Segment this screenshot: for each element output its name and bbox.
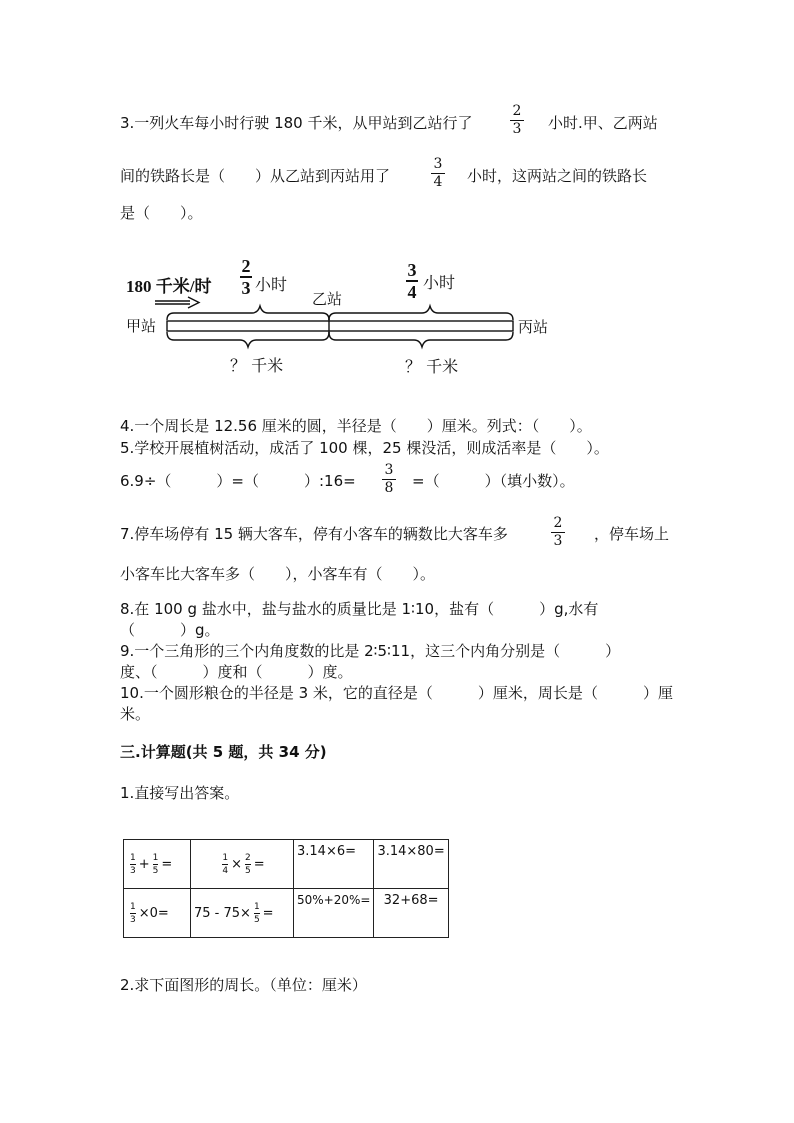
calc-q1-text: 1.直接写出答案。 bbox=[120, 784, 240, 802]
q7-fraction bbox=[549, 516, 567, 549]
cell-head: 75 - 75× bbox=[194, 905, 251, 921]
q6-text-b: =（ ）（填小数）。 bbox=[412, 472, 575, 490]
table-cell: 50%+20%= bbox=[294, 889, 374, 938]
fraction-denominator: 4 bbox=[433, 174, 443, 190]
cell-tail: ×0= bbox=[138, 905, 169, 921]
fraction bbox=[130, 853, 136, 876]
calc-table bbox=[123, 839, 449, 938]
fraction-denominator: 5 bbox=[152, 865, 159, 876]
fraction bbox=[254, 902, 260, 925]
fraction-numerator: 1 bbox=[152, 852, 159, 863]
fraction-numerator: 3 bbox=[433, 156, 443, 172]
calc-q2-text: 2.求下面图形的周长。（单位：厘米） bbox=[120, 976, 367, 994]
fraction bbox=[130, 902, 136, 925]
q7-line1-text-b: ，停车场上 bbox=[594, 525, 670, 543]
q3-line2-text-a: 间的铁路长是（ ）从乙站到丙站用了 bbox=[120, 167, 391, 185]
fraction-numerator: 2 bbox=[241, 256, 251, 276]
fraction-numerator: 3 bbox=[407, 260, 417, 280]
q4-text: 4.一个周长是 12.56 厘米的圆，半径是（ ）厘米。列式：（ ）。 bbox=[120, 417, 592, 435]
q6-fraction bbox=[380, 463, 398, 496]
segment1-time-unit: 小时 bbox=[255, 275, 288, 294]
q10-line2-text: 米。 bbox=[120, 705, 151, 723]
fraction-denominator: 4 bbox=[222, 865, 229, 876]
table-cell bbox=[191, 840, 294, 889]
table-row bbox=[124, 889, 449, 938]
operator: + bbox=[138, 856, 150, 872]
q7-line1-text-a: 7.停车场停有 15 辆大客车，停有小客车的辆数比大客车多 bbox=[120, 525, 508, 543]
fraction bbox=[153, 853, 159, 876]
fraction-numerator: 1 bbox=[130, 852, 136, 863]
q10-line1-text: 10.一个圆形粮仓的半径是 3 米，它的直径是（ ）厘米，周长是（ ）厘 bbox=[120, 684, 673, 702]
table-cell bbox=[124, 889, 191, 938]
q3-line1-text-b: 小时.甲、乙两站 bbox=[548, 114, 658, 132]
cell-tail: = bbox=[161, 856, 173, 872]
cell-tail: = bbox=[253, 856, 265, 872]
table-cell bbox=[124, 840, 191, 889]
diagram-lines bbox=[0, 0, 794, 400]
segment2-time-unit: 小时 bbox=[423, 273, 456, 292]
fraction-numerator: 2 bbox=[512, 103, 522, 119]
q8-line1-text: 8.在 100 g 盐水中，盐与盐水的质量比是 1∶10，盐有（ ）g,水有 bbox=[120, 600, 599, 618]
fraction bbox=[245, 853, 251, 876]
fraction-numerator: 1 bbox=[222, 852, 229, 863]
fraction-denominator: 3 bbox=[130, 914, 136, 925]
operator: × bbox=[231, 856, 242, 872]
q7-line2-text: 小客车比大客车多（ ），小客车有（ ）。 bbox=[120, 565, 436, 583]
table-row bbox=[124, 840, 449, 889]
q5-text: 5.学校开展植树活动，成活了 100 棵，25 棵没活，则成活率是（ ）。 bbox=[120, 439, 609, 457]
cell-tail: = bbox=[262, 905, 274, 921]
fraction-numerator: 1 bbox=[253, 901, 260, 912]
table-cell: 3.14×80= bbox=[374, 840, 448, 889]
station-b-label: 乙站 bbox=[312, 290, 343, 308]
section-3-heading: 三.计算题(共 5 题，共 34 分) bbox=[120, 743, 327, 761]
arrow-head bbox=[188, 297, 199, 308]
top-brace-1 bbox=[167, 306, 329, 320]
fraction-denominator: 4 bbox=[407, 282, 417, 302]
table-cell bbox=[191, 889, 294, 938]
fraction-numerator: 3 bbox=[384, 462, 394, 478]
bottom-brace-2 bbox=[329, 332, 513, 347]
fraction bbox=[222, 853, 228, 876]
q3-line1-text-a: 3.一列火车每小时行驶 180 千米，从甲站到乙站行了 bbox=[120, 114, 473, 132]
fraction-denominator: 5 bbox=[245, 865, 251, 876]
fraction-denominator: 3 bbox=[241, 278, 251, 298]
station-c-label: 丙站 bbox=[518, 318, 549, 336]
table-cell: 32+68= bbox=[374, 889, 448, 938]
bottom-brace-1 bbox=[167, 332, 329, 347]
fraction-numerator: 1 bbox=[130, 901, 136, 912]
segment2-distance-label: ？ 千米 bbox=[405, 357, 459, 376]
fraction-denominator: 3 bbox=[553, 533, 563, 549]
station-a-label: 甲站 bbox=[126, 317, 157, 335]
q9-line2-text: 度、（ ）度和（ ）度。 bbox=[120, 663, 353, 681]
fraction-denominator: 3 bbox=[130, 865, 136, 876]
q6-text-a: 6.9÷（ ）=（ ）:16= bbox=[120, 472, 356, 490]
q9-line1-text: 9.一个三角形的三个内角度数的比是 2∶5∶11，这三个内角分别是（ ） bbox=[120, 642, 621, 660]
segment1-distance-label: ？ 千米 bbox=[230, 356, 284, 375]
fraction-denominator: 8 bbox=[384, 480, 394, 496]
q3-line3-text: 是（ ）。 bbox=[120, 204, 203, 222]
fraction-denominator: 5 bbox=[253, 914, 260, 925]
top-brace-2 bbox=[329, 306, 513, 320]
q8-line2-text: （ ）g。 bbox=[120, 621, 220, 639]
rail-track bbox=[167, 321, 513, 331]
q3-line2-text-b: 小时，这两站之间的铁路长 bbox=[467, 167, 648, 185]
fraction-numerator: 2 bbox=[245, 852, 251, 863]
speed-label: 180 千米/时 bbox=[126, 277, 212, 296]
fraction-numerator: 2 bbox=[553, 515, 563, 531]
fraction-denominator: 3 bbox=[512, 121, 522, 137]
table-cell: 3.14×6= bbox=[294, 840, 374, 889]
